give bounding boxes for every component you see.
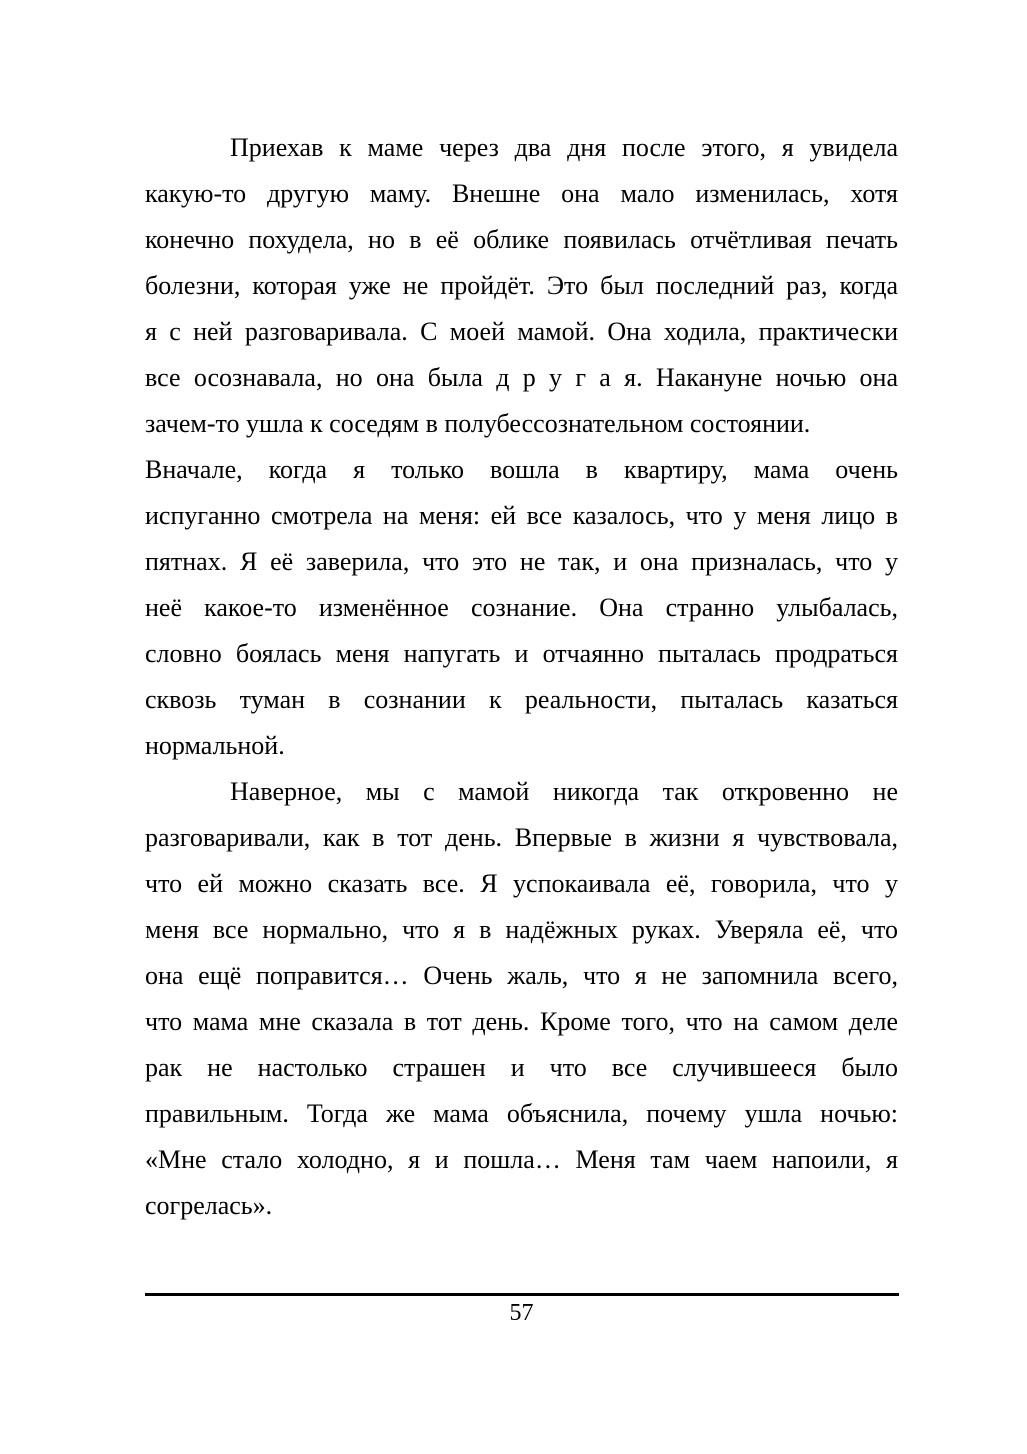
text-line: испуганно смотрела на меня: ей все казалось, что у меня лицо в (145, 501, 898, 530)
text-line: «Мне стало холодно, я и пошла… Меня там чаем напоили, я (145, 1145, 898, 1174)
text-line: согрелась». (145, 1191, 273, 1220)
text-line: рак не настолько страшен и что все случившееся было (145, 1053, 898, 1082)
text-line: что мама мне сказала в тот день. Кроме того, что на самом деле (145, 1007, 898, 1036)
text-line: пятнах. Я её заверила, что это не так, и она призналась, что у (145, 547, 898, 576)
text-line: меня все нормально, что я в надёжных руках. Уверяла её, что (145, 915, 898, 944)
text-line: Вначале, когда я только вошла в квартиру, мама очень (145, 455, 898, 484)
text-line: зачем-то ушла к соседям в полубессознательном состоянии. (145, 409, 811, 438)
page-body-text (145, 125, 898, 1229)
text-line: я с ней разговаривала. С моей мамой. Она ходила, практически (145, 317, 898, 346)
text-line: Наверное, мы с мамой никогда так откровенно не (230, 777, 898, 806)
text-line: болезни, которая уже не пройдёт. Это был последний раз, когда (145, 271, 898, 300)
text-line: Приехав к маме через два дня после этого, я увидела (230, 133, 898, 162)
text-line: она ещё поправится… Очень жаль, что я не запомнила всего, (145, 961, 898, 990)
footer-divider-rule (145, 1293, 899, 1296)
text-line: конечно похудела, но в её облике появилась отчётливая печать (145, 225, 898, 254)
text-line: разговаривали, как в тот день. Впервые в жизни я чувствовала, (145, 823, 898, 852)
text-line: сквозь туман в сознании к реальности, пыталась казаться (145, 685, 898, 714)
text-line: словно боялась меня напугать и отчаянно пыталась продраться (145, 639, 898, 668)
text-line: какую-то другую маму. Внешне она мало изменилась, хотя (145, 179, 898, 208)
paragraph (145, 769, 898, 1229)
text-line: все осознавала, но она была д р у г а я. Накануне ночью она (145, 363, 898, 392)
text-line: что ей можно сказать все. Я успокаивала её, говорила, что у (145, 869, 898, 898)
page-number: 57 (509, 1300, 534, 1326)
text-line: правильным. Тогда же мама объяснила, почему ушла ночью: (145, 1099, 898, 1128)
text-line: нормальной. (145, 731, 285, 760)
paragraph (145, 447, 898, 769)
paragraph (145, 125, 898, 447)
text-line: неё какое-то изменённое сознание. Она странно улыбалась, (145, 593, 898, 622)
